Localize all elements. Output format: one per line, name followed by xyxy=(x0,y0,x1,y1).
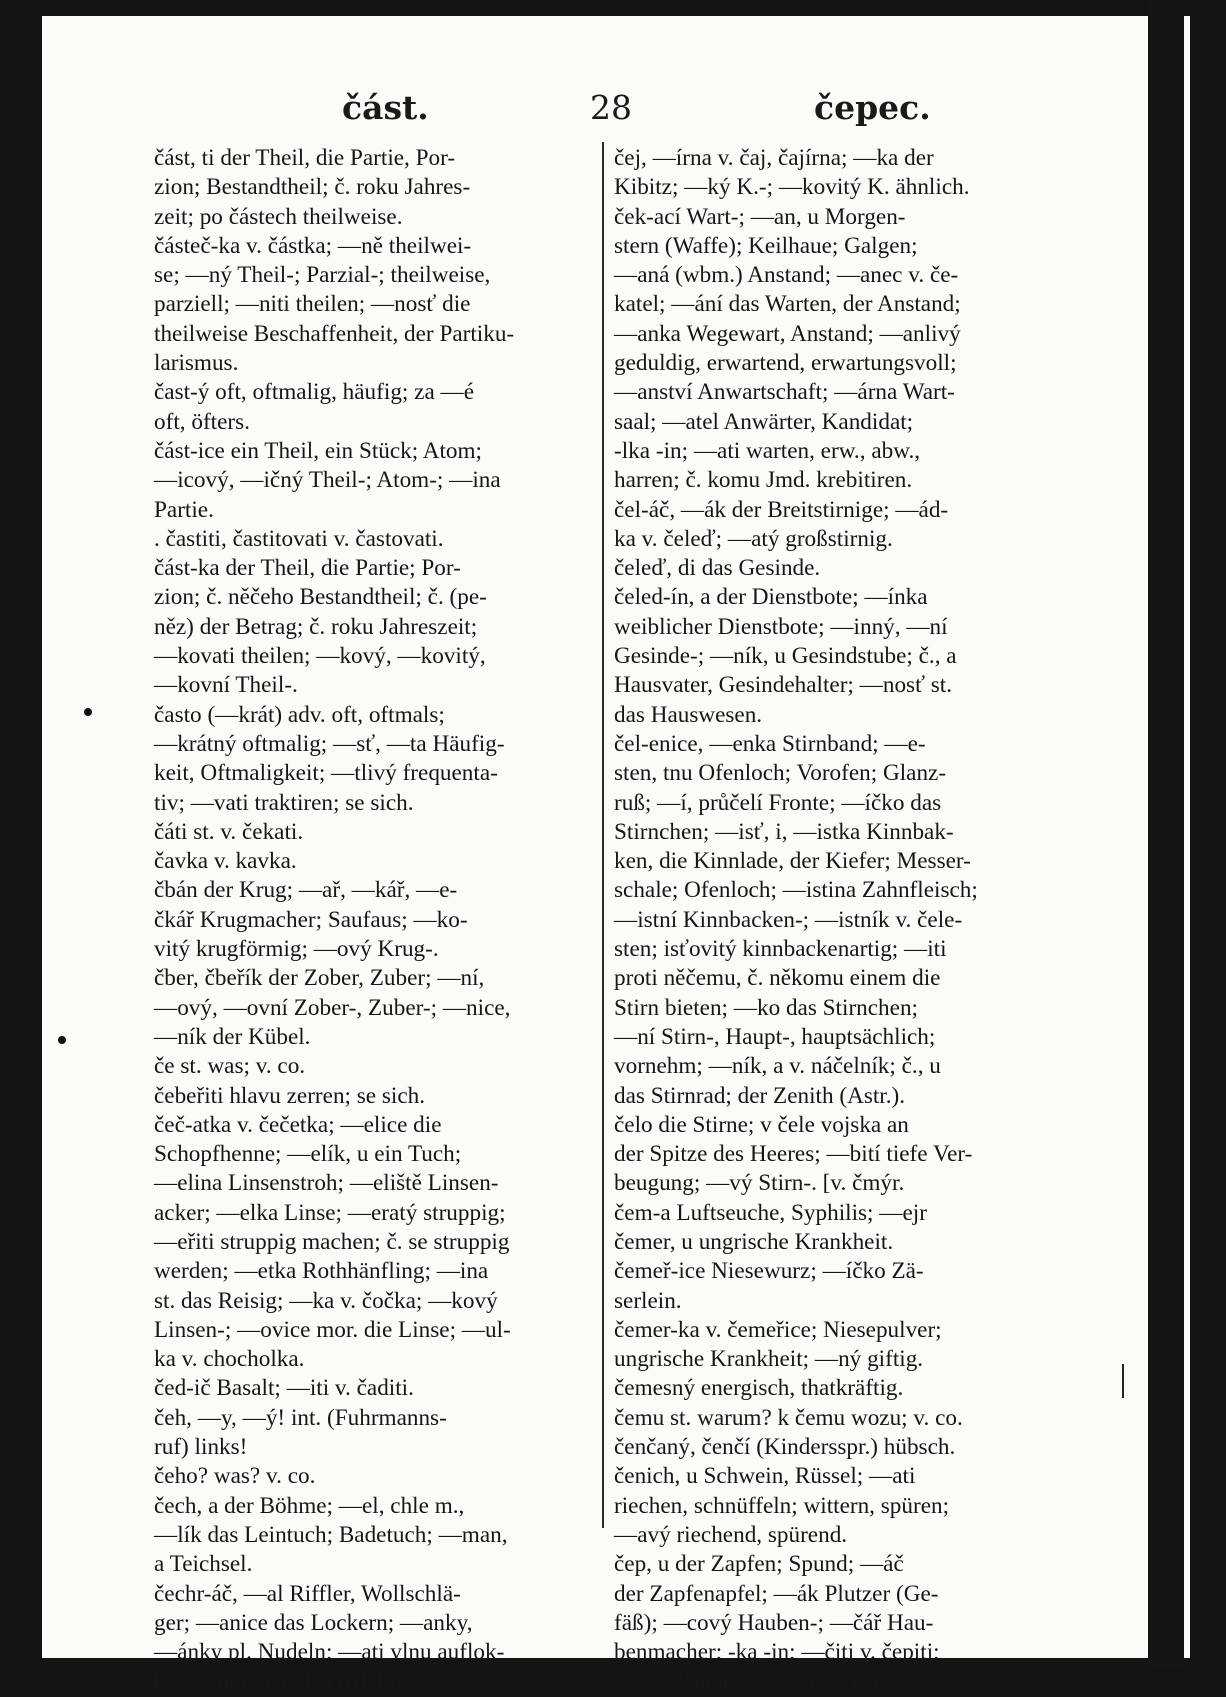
entry-line: —istní Kinnbacken-; —istník v. čele- xyxy=(614,906,963,933)
entry-line: Stirn bieten; —ko das Stirnchen; xyxy=(614,994,918,1021)
entry-line: geduldig, erwartend, erwartungsvoll; xyxy=(614,350,957,377)
entry-line: oft, öfters. xyxy=(154,408,250,435)
entry-line: zeit; po částech theilweise. xyxy=(154,203,403,230)
entry-line: a Teichsel. xyxy=(154,1551,253,1578)
entry-line: sten, tnu Ofenloch; Vorofen; Glanz- xyxy=(614,760,947,787)
entry-line: čast-ý oft, oftmalig, häufig; za —é xyxy=(154,379,475,406)
entry-line: —ánky pl. Nudeln; —ati vlnu auflok- xyxy=(154,1639,505,1666)
header-left-catchword: část. xyxy=(342,88,429,127)
entry-line: čemeř-ice Niesewurz; —íčko Zä- xyxy=(614,1258,924,1285)
column-divider xyxy=(602,142,604,1528)
entry-line: schale; Ofenloch; —istina Zahnfleisch; xyxy=(614,877,978,904)
entry-line: larismus. xyxy=(154,350,239,377)
entry-line: zion; č. něčeho Bestandtheil; č. (pe- xyxy=(154,584,487,611)
entry-line: Linsen-; —ovice mor. die Linse; —ul- xyxy=(154,1316,511,1343)
entry-line: Partie. xyxy=(154,496,214,523)
entry-line: acker; —elka Linse; —eratý struppig; xyxy=(154,1199,506,1226)
entry-line: čenčaný, čenčí (Kindersspr.) hübsch. xyxy=(614,1434,956,1461)
entry-line: fäß); —cový Hauben-; —čář Hau- xyxy=(614,1609,934,1636)
entry-line: stern (Waffe); Keilhaue; Galgen; xyxy=(614,232,918,259)
entry-line: ruß; —í, průčelí Fronte; —íčko das xyxy=(614,789,942,816)
entry-line: —anství Anwartschaft; —árna Wart- xyxy=(614,379,955,406)
entry-line: se; —ný Theil-; Parzial-; theilweise, xyxy=(154,262,491,289)
entry-line: čbán der Krug; —ař, —kář, —e- xyxy=(154,877,458,904)
entry-line: Schopfhenne; —elík, u ein Tuch; xyxy=(154,1141,462,1168)
entry-line: theilweise Beschaffenheit, der Partiku- xyxy=(154,320,515,347)
entry-line: čenich, u Schwein, Rüssel; —ati xyxy=(614,1463,916,1490)
entry-line: beugung; —vý Stirn-. [v. čmýr. xyxy=(614,1170,905,1197)
dictionary-page xyxy=(42,16,1190,1695)
entry-line: čemer, u ungrische Krankheit. xyxy=(614,1228,894,1255)
entry-line: část, ti der Theil, die Partie, Por- xyxy=(154,145,456,171)
entry-line: kern, zupfen; č. len riffeln. xyxy=(154,1668,402,1695)
entry-line: —ový, —ovní Zober-, Zuber-; —nice, xyxy=(154,994,511,1021)
entry-line: sten; isťovitý kinnbackenartig; —iti xyxy=(614,936,947,963)
entry-line: proti něčemu, č. někomu einem die xyxy=(614,965,941,992)
entry-line: čeled-ín, a der Dienstbote; —ínka xyxy=(614,584,928,611)
entry-line: ka v. čeleď; —atý großstirnig. xyxy=(614,525,893,552)
entry-line: Gesinde-; —ník, u Gesindstube; č., a xyxy=(614,643,957,670)
entry-line: serlein. xyxy=(614,1287,682,1314)
entry-line: harren; č. komu Jmd. krebitiren. xyxy=(614,467,913,494)
entry-line: —ní Stirn-, Haupt-, hauptsächlich; xyxy=(614,1023,936,1050)
entry-line: čeho? was? v. co. xyxy=(154,1463,316,1490)
entry-line: riechen, schnüffeln; wittern, spüren; xyxy=(614,1492,950,1519)
entry-line: parziell; —niti theilen; —nosť die xyxy=(154,291,471,318)
entry-line: čeleď, di das Gesinde. xyxy=(614,555,821,582)
entry-line: —aná (wbm.) Anstand; —anec v. če- xyxy=(614,262,959,289)
entry-line: čáti st. v. čekati. xyxy=(154,818,304,845)
entry-line: der Zapfenapfel; —ák Plutzer (Ge- xyxy=(614,1580,939,1607)
entry-line: čel-enice, —enka Stirnband; —e- xyxy=(614,730,926,757)
entry-line: das Hauswesen. xyxy=(614,701,763,728)
entry-line: čed-ič Basalt; —iti v. čaditi. xyxy=(154,1375,414,1402)
entry-line: čej, —írna v. čaj, čajírna; —ka der xyxy=(614,145,934,171)
entry-line: čemer-ka v. čemeřice; Niesepulver; xyxy=(614,1316,942,1343)
entry-line: čebeřiti hlavu zerren; se sich. xyxy=(154,1082,426,1109)
entry-line: Hausvater, Gesindehalter; —nosť st. xyxy=(614,672,953,699)
entry-line: ka v. chocholka. xyxy=(154,1346,305,1373)
entry-line: ček-ací Wart-; —an, u Morgen- xyxy=(614,203,906,230)
right-column xyxy=(614,144,1094,1695)
entry-line: katel; —ání das Warten, der Anstand; xyxy=(614,291,961,318)
scan-border xyxy=(1148,0,1184,1668)
entry-line: das Stirnrad; der Zenith (Astr.). xyxy=(614,1082,906,1109)
entry-line: čelo die Stirne; v čele vojska an xyxy=(614,1111,909,1138)
entry-line: čemu st. warum? k čemu wozu; v. co. xyxy=(614,1404,963,1431)
entry-line: -lka -in; —ati warten, erw., abw., xyxy=(614,437,921,464)
entry-line: Kibitz; —ký K.-; —kovitý K. ähnlich. xyxy=(614,174,970,201)
entry-line: če st. was; v. co. xyxy=(154,1053,306,1080)
entry-line: čel-áč, —ák der Breitstirnige; —ád- xyxy=(614,496,949,523)
entry-line: —icový, —ičný Theil-; Atom-; —ina xyxy=(154,467,501,494)
entry-line: ungrische Krankheit; —ný giftig. xyxy=(614,1346,924,1373)
entry-line: —kovní Theil-. xyxy=(154,672,298,699)
entry-line: —lík das Leintuch; Badetuch; —man, xyxy=(154,1521,508,1548)
entry-line: část-ka der Theil, die Partie; Por- xyxy=(154,555,461,582)
entry-line: der Spitze des Heeres; —bití tiefe Ver- xyxy=(614,1141,973,1168)
entry-line: st. das Reisig; —ka v. čočka; —kový xyxy=(154,1287,498,1314)
margin-dot xyxy=(58,1036,66,1044)
entry-line: zion; Bestandtheil; č. roku Jahres- xyxy=(154,174,471,201)
entry-line: čech, a der Böhme; —el, chle m., xyxy=(154,1492,465,1519)
entry-line: čber, čbeřík der Zober, Zuber; —ní, xyxy=(154,965,485,992)
entry-line: částeč-ka v. částka; —ně theilwei- xyxy=(154,232,472,259)
page-number: 28 xyxy=(590,88,632,127)
entry-line: —avý riechend, spürend. xyxy=(614,1521,848,1548)
margin-rule xyxy=(1122,1364,1124,1398)
entry-line: čechr-áč, —al Riffler, Wollschlä- xyxy=(154,1580,461,1607)
entry-line: —kovati theilen; —kový, —kovitý, xyxy=(154,643,486,670)
entry-line: keit, Oftmaligkeit; —tlivý frequenta- xyxy=(154,760,498,787)
entry-line: —anka Wegewart, Anstand; —anlivý xyxy=(614,320,961,347)
entry-line: —elina Linsenstroh; —eliště Linsen- xyxy=(154,1170,499,1197)
entry-line: —čitý kappig; —ě, ěte v. čápě; —ec, xyxy=(614,1668,957,1695)
entry-line: —eřiti struppig machen; č. se struppig xyxy=(154,1228,510,1255)
entry-line: část-ice ein Theil, ein Stück; Atom; xyxy=(154,437,482,464)
entry-line: . častiti, častitovati v. častovati. xyxy=(154,525,444,552)
entry-line: čemesný energisch, thatkräftig. xyxy=(614,1375,904,1402)
entry-line: čeh, —y, —ý! int. (Fuhrmanns- xyxy=(154,1404,447,1431)
header-right-catchword: čepec. xyxy=(814,88,931,127)
entry-line: často (—krát) adv. oft, oftmals; xyxy=(154,701,445,728)
entry-line: weiblicher Dienstbote; —inný, —ní xyxy=(614,613,948,640)
entry-line: benmacher; -ka -in; —čiti v. čepiti; xyxy=(614,1639,940,1666)
entry-line: werden; —etka Rothhänfling; —ina xyxy=(154,1258,489,1285)
entry-line: čep, u der Zapfen; Spund; —áč xyxy=(614,1551,904,1578)
entry-line: něz) der Betrag; č. roku Jahreszeit; xyxy=(154,613,478,640)
page-header xyxy=(42,74,1190,134)
margin-dot xyxy=(84,708,92,716)
entry-line: ruf) links! xyxy=(154,1434,248,1461)
entry-line: —krátný oftmalig; —sť, —ta Häufig- xyxy=(154,730,505,757)
entry-line: Stirnchen; —isť, i, —istka Kinnbak- xyxy=(614,818,954,845)
entry-line: saal; —atel Anwärter, Kandidat; xyxy=(614,408,914,435)
entry-line: vitý krugförmig; —ový Krug-. xyxy=(154,936,439,963)
entry-line: tiv; —vati traktiren; se sich. xyxy=(154,789,414,816)
entry-line: čem-a Luftseuche, Syphilis; —ejr xyxy=(614,1199,927,1226)
entry-line: ken, die Kinnlade, der Kiefer; Messer- xyxy=(614,848,971,875)
entry-line: ger; —anice das Lockern; —anky, xyxy=(154,1609,473,1636)
entry-line: čavka v. kavka. xyxy=(154,848,297,875)
entry-line: —ník der Kübel. xyxy=(154,1023,311,1050)
left-column xyxy=(154,144,634,1695)
entry-line: čeč-atka v. čečetka; —elice die xyxy=(154,1111,442,1138)
entry-line: vornehm; —ník, a v. náčelník; č., u xyxy=(614,1053,941,1080)
entry-line: čkář Krugmacher; Saufaus; —ko- xyxy=(154,906,468,933)
